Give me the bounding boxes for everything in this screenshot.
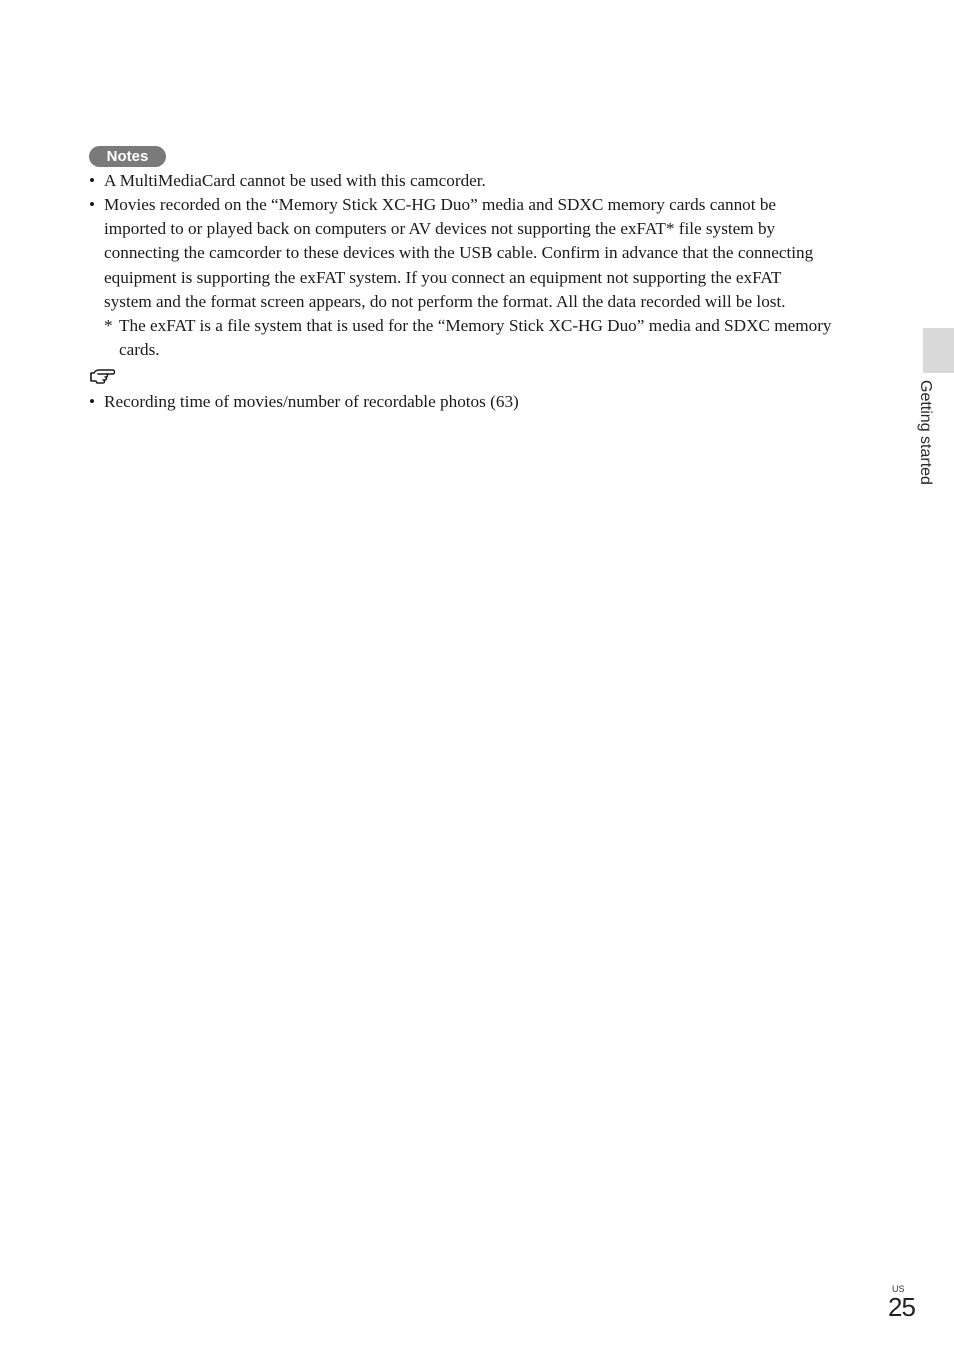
footnote-text-line: cards. xyxy=(119,340,160,360)
footnote-text-line: The exFAT is a file system that is used for the “Memory Stick XC-HG Duo” media and SDXC memory xyxy=(119,316,832,335)
bullet-marker: • xyxy=(89,392,96,411)
note-item-exfat xyxy=(89,193,879,314)
page-number: 25 xyxy=(888,1292,915,1322)
note-text: A MultiMediaCard cannot be used with this camcorder. xyxy=(104,171,486,190)
note-text-line: equipment is supporting the exFAT system. If you connect an equipment not supporting the exFAT xyxy=(104,267,782,287)
pointing-hand-icon xyxy=(89,364,115,386)
page-region-label: US xyxy=(892,1284,905,1294)
note-text-line: Movies recorded on the “Memory Stick XC-HG Duo” media and SDXC memory cards cannot be xyxy=(104,195,777,214)
note-text-line: imported to or played back on computers or AV devices not supporting the exFAT* file system by xyxy=(104,219,776,239)
bullet-marker: • xyxy=(89,195,96,214)
section-label: Getting started xyxy=(917,380,934,485)
reference-item xyxy=(89,390,879,414)
reference-link-text[interactable]: Recording time of movies/number of recordable photos (63) xyxy=(104,392,519,411)
notes-badge: Notes xyxy=(89,146,166,167)
note-text-line: connecting the camcorder to these devices with the USB cable. Confirm in advance that the connecting xyxy=(104,243,814,263)
note-item-multimediacard xyxy=(89,169,879,193)
bullet-marker: • xyxy=(89,171,96,190)
section-tab xyxy=(923,328,954,373)
note-text-line: system and the format screen appears, do not perform the format. All the data recorded will be lost. xyxy=(104,291,786,311)
footnote-marker: * xyxy=(104,316,113,335)
footnote-exfat xyxy=(104,314,879,362)
